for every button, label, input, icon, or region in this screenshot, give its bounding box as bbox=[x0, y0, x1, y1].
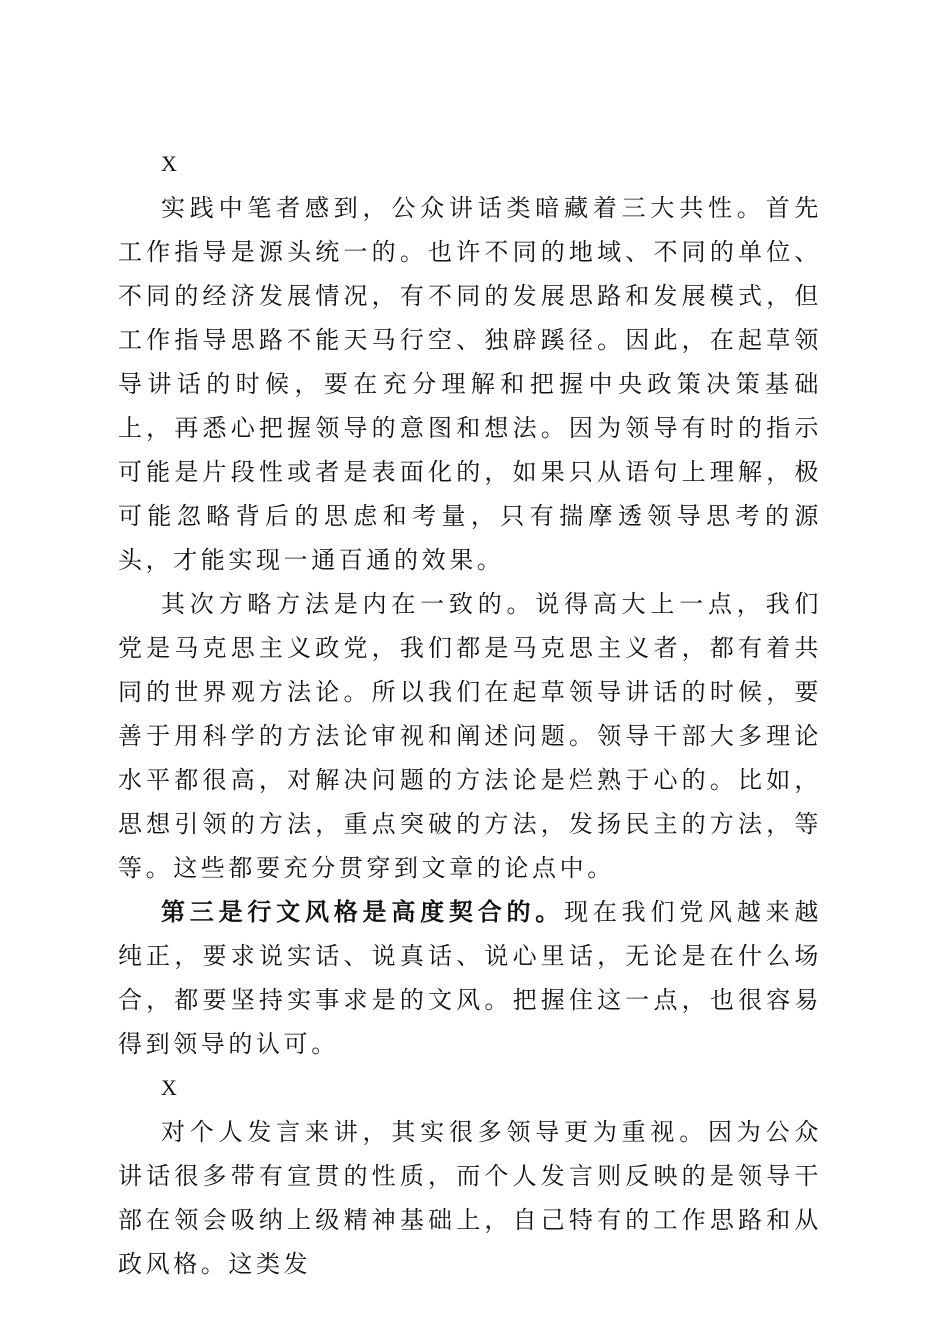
paragraph-3-lead: 第三是行文风格是高度契合的。 bbox=[161, 897, 565, 926]
section-marker-1: X bbox=[161, 151, 177, 176]
paragraph-2: 其次方略方法是内在一致的。说得高大上一点，我们党是马克思主义政党，我们都是马克思主义者，都有着共同的世界观方法论。所以我们在起草领导讲话的时候，要善于用科学的方法论审视和阐述问题。领导干部大多理论水平都很高，对解决问题的方法论是烂熟于心的。比如，思想引领的方法，重点突破的方法，发扬民主的方法，等等。这些都要充分贯穿到文章的论点中。 bbox=[118, 590, 822, 882]
paragraph-1: 实践中笔者感到，公众讲话类暗藏着三大共性。首先工作指导是源头统一的。也许不同的地域、不同的单位、不同的经济发展情况，有不同的发展思路和发展模式，但工作指导思路不能天马行空、独辟蹊径。因此，在起草领导讲话的时候，要在充分理解和把握中央政策决策基础上，再悉心把握领导的意图和想法。因为领导有时的指示可能是片段性或者是表面化的，如果只从语句上理解，极可能忽略背后的思虑和考量，只有揣摩透领导思考的源头，才能实现一通百通的效果。 bbox=[118, 194, 822, 574]
document-body bbox=[118, 142, 822, 1286]
paragraph-3 bbox=[118, 890, 822, 1066]
paragraph-3-rest: 现在我们党风越来越纯正，要求说实话、说真话、说心里话，无论是在什么场合，都要坚持实事求是的文风。把握住这一点，也很容易得到领导的认可。 bbox=[118, 898, 823, 1058]
paragraph-4: 对个人发言来讲，其实很多领导更为重视。因为公众讲话很多带有宣贯的性质，而个人发言则反映的是领导干部在领会吸纳上级精神基础上，自己特有的工作思路和从政风格。这类发 bbox=[118, 1118, 822, 1278]
section-marker-2: X bbox=[161, 1075, 177, 1100]
